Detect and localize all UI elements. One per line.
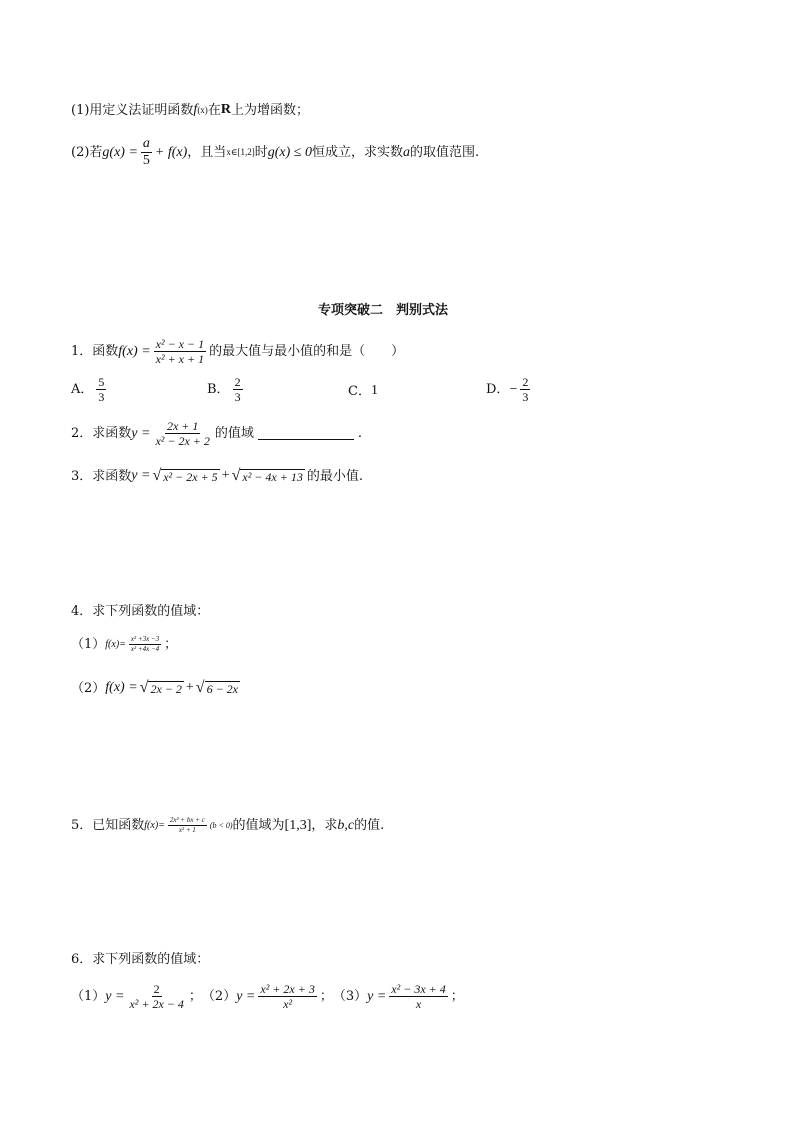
fraction-numerator: x² +3x −3 bbox=[130, 635, 160, 643]
fraction-denominator: x bbox=[415, 997, 422, 1011]
sub-2-label: （2） bbox=[201, 989, 237, 1004]
sub-1-label: （1） bbox=[71, 989, 106, 1004]
square-root-1 bbox=[152, 468, 219, 484]
part-1-label: (1)用定义法证明函数 bbox=[71, 102, 194, 118]
variable-a: a bbox=[402, 144, 410, 160]
part-1-mid: 在 bbox=[207, 102, 221, 118]
sub-1-fraction bbox=[127, 983, 185, 1010]
plus-sign: + bbox=[185, 680, 194, 695]
real-set-R: R bbox=[220, 102, 231, 117]
option-C-value: 1 bbox=[370, 383, 378, 398]
y-equals: y = bbox=[131, 468, 151, 483]
option-B[interactable] bbox=[207, 376, 246, 403]
fraction-denominator: x² + 2x − 4 bbox=[129, 997, 184, 1011]
interval-condition: x∈[1,2] bbox=[226, 147, 255, 157]
variables-b-c: b,c bbox=[337, 817, 355, 833]
fraction-denominator: x² + x + 1 bbox=[155, 352, 205, 366]
fraction-denominator: 5 bbox=[142, 153, 150, 168]
sub-1-end: ； bbox=[188, 989, 202, 1004]
question-6-line bbox=[71, 953, 209, 966]
part-2-mid1: ，且当 bbox=[187, 145, 227, 160]
fraction-numerator: 2x + 1 bbox=[166, 419, 199, 433]
sub-2-fraction bbox=[258, 983, 316, 1010]
question-4-line bbox=[71, 605, 209, 618]
plus-sign: + bbox=[221, 468, 230, 483]
square-root-2 bbox=[232, 468, 305, 484]
radical-icon: √ bbox=[195, 679, 205, 696]
fraction-numerator: 2 bbox=[153, 982, 160, 996]
fraction-numerator: 2 bbox=[522, 375, 529, 389]
fraction-numerator: x² − 3x + 4 bbox=[391, 982, 446, 996]
question-2-fraction bbox=[153, 420, 211, 447]
part-1-line bbox=[71, 103, 309, 117]
sub-1-fraction bbox=[129, 636, 161, 653]
square-root-1 bbox=[140, 680, 184, 696]
fraction-numerator: 2x² + bx + c bbox=[169, 816, 205, 824]
condition: (b < 0) bbox=[209, 820, 233, 830]
sub-3-label: （3） bbox=[332, 989, 368, 1004]
question-4-prefix: 4．求下列函数的值域： bbox=[71, 604, 210, 619]
question-4-sub-2 bbox=[71, 680, 242, 696]
sub-2-end: ； bbox=[319, 989, 333, 1004]
question-5-fraction bbox=[168, 817, 207, 834]
option-B-label: B． bbox=[207, 382, 230, 397]
plus-f-expression: + f(x) bbox=[154, 144, 188, 160]
fraction-denominator: 3 bbox=[234, 390, 241, 404]
part-2-end: 的取值范围. bbox=[409, 145, 480, 160]
question-2-line bbox=[71, 420, 362, 447]
question-5-line bbox=[71, 817, 384, 834]
question-6-prefix: 6．求下列函数的值域： bbox=[71, 952, 210, 967]
f-expression: f(x) = bbox=[118, 343, 151, 359]
inequality: g(x) ≤ 0 bbox=[267, 144, 312, 160]
option-C-label: C． bbox=[348, 383, 371, 399]
fraction-numerator: x² + 2x + 3 bbox=[260, 982, 315, 996]
option-C[interactable] bbox=[348, 384, 378, 398]
f-expression: f(x)= bbox=[105, 638, 126, 650]
fraction-numerator: 2 bbox=[234, 375, 241, 389]
option-D[interactable] bbox=[486, 376, 533, 403]
square-root-2 bbox=[196, 680, 240, 696]
part-2-tail: 恒成立，求实数 bbox=[311, 145, 403, 160]
option-A[interactable] bbox=[71, 376, 109, 403]
fraction-denominator: x² − 2x + 2 bbox=[155, 434, 210, 448]
y-equals: y = bbox=[367, 988, 387, 1004]
sub-3-end: ； bbox=[450, 989, 464, 1004]
y-equals: y = bbox=[131, 425, 151, 441]
sub-1-end: ； bbox=[164, 637, 178, 652]
y-equals: y = bbox=[236, 988, 256, 1004]
question-5-mid: 的值域为 bbox=[232, 818, 285, 833]
question-2-end: . bbox=[357, 426, 363, 441]
question-1-fraction bbox=[154, 338, 206, 365]
fraction-numerator: 5 bbox=[98, 375, 105, 389]
radicand: 6 − 2x bbox=[206, 682, 238, 696]
question-6-subs bbox=[71, 983, 464, 1010]
option-D-fraction bbox=[520, 376, 530, 403]
radicand: x² − 4x + 13 bbox=[242, 470, 303, 484]
radicand: 2x − 2 bbox=[150, 682, 182, 696]
sub-2-label: （2） bbox=[71, 680, 106, 696]
fraction-denominator: x² bbox=[283, 997, 293, 1011]
answer-blank[interactable] bbox=[258, 427, 354, 440]
range-interval: [1,3] bbox=[284, 817, 312, 833]
f-expression: f(x)= bbox=[144, 819, 165, 831]
question-4-sub-1 bbox=[71, 636, 177, 653]
sub-1-label: （1） bbox=[71, 637, 106, 652]
question-5-end: 的值. bbox=[354, 818, 385, 833]
fraction-numerator: x² − x − 1 bbox=[155, 337, 205, 351]
question-3-tail: 的最小值. bbox=[306, 468, 363, 484]
question-1-line bbox=[71, 338, 404, 365]
question-3-line bbox=[71, 468, 363, 484]
fraction-denominator: x² + 1 bbox=[178, 826, 196, 834]
option-B-fraction bbox=[233, 376, 243, 403]
part-2-label: (2)若 bbox=[71, 145, 103, 160]
y-equals: y = bbox=[105, 988, 125, 1004]
option-A-label: A． bbox=[71, 382, 94, 397]
question-1-prefix: 1．函数 bbox=[71, 344, 119, 359]
question-2-tail: 的值域 bbox=[214, 426, 254, 441]
sub-3-fraction bbox=[389, 983, 447, 1010]
radical-icon: √ bbox=[139, 679, 149, 696]
question-3-prefix: 3．求函数 bbox=[71, 468, 132, 484]
option-D-label: D． bbox=[486, 382, 510, 397]
radical-icon: √ bbox=[231, 467, 241, 484]
fraction-a-over-5 bbox=[141, 137, 152, 168]
fraction-denominator: 3 bbox=[98, 390, 105, 404]
f-expression: f(x) = bbox=[105, 680, 138, 695]
fraction-numerator: a bbox=[142, 136, 150, 151]
fraction-denominator: x² +4x −4 bbox=[130, 645, 160, 653]
question-5-mid2: ，求 bbox=[311, 818, 338, 833]
function-f: f bbox=[193, 102, 198, 117]
option-A-fraction bbox=[96, 376, 106, 403]
radical-icon: √ bbox=[152, 467, 162, 484]
question-1-tail: 的最大值与最小值的和是（ ） bbox=[209, 344, 405, 359]
part-2-mid2: 时 bbox=[254, 145, 268, 160]
function-arg: (x) bbox=[197, 104, 208, 115]
radicand: x² − 2x + 5 bbox=[163, 470, 218, 484]
part-1-tail: 上为增函数； bbox=[230, 102, 309, 118]
question-5-prefix: 5．已知函数 bbox=[71, 818, 145, 833]
part-2-line bbox=[71, 137, 479, 168]
option-D-sign: − bbox=[509, 381, 518, 397]
g-expression: g(x) = bbox=[102, 144, 138, 160]
section-title: 专项突破二 判别式法 bbox=[318, 303, 449, 318]
question-2-prefix: 2．求函数 bbox=[71, 426, 132, 441]
fraction-denominator: 3 bbox=[522, 390, 529, 404]
